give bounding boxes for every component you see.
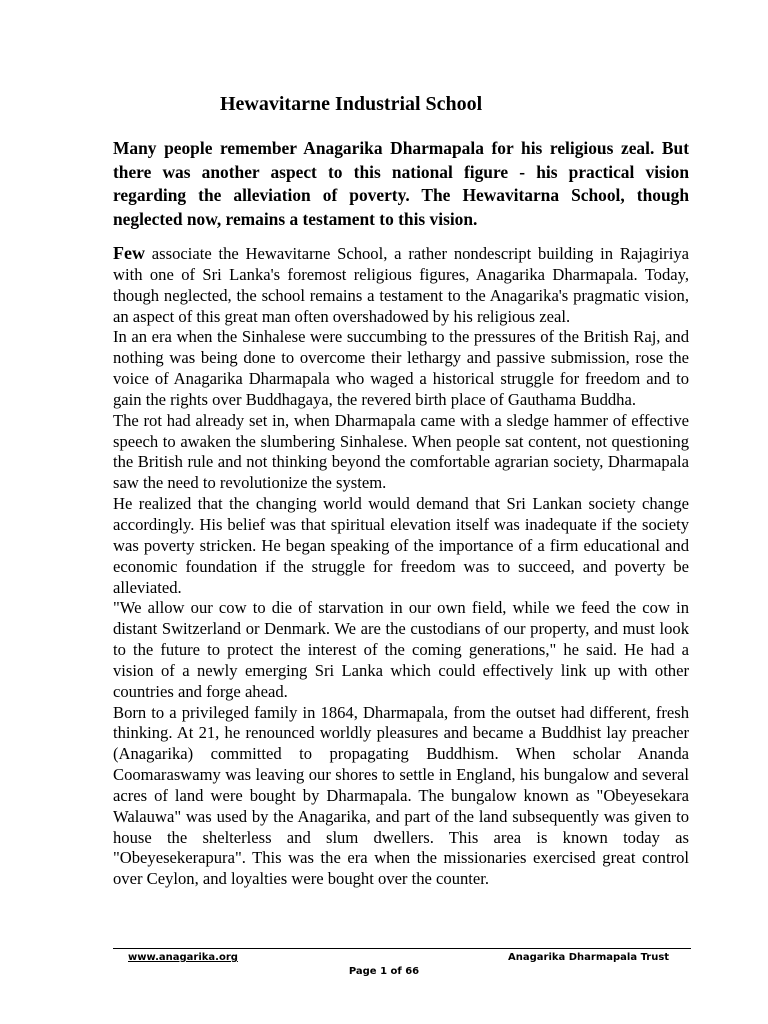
abstract-paragraph: Many people remember Anagarika Dharmapala for his religious zeal. But there was another aspect to this national figure - his practical vision regarding the alleviation of poverty. The Hewavitarna School, though neglected now, remains a testament to this vision.: [113, 138, 689, 229]
body-paragraph-3: The rot had already set in, when Dharmapala came with a sledge hammer of effective speech to awaken the slumbering Sinhalese. When people sat content, not questioning the British rule and not thinking beyond the comfortable agrarian society, Dharmapala saw the need to revolutionize the system.: [113, 410, 689, 493]
body-paragraph-1: [113, 243, 689, 327]
footer-organization: Anagarika Dharmapala Trust: [508, 952, 670, 963]
page-number: Page 1 of 66: [348, 966, 420, 977]
body-paragraph-1-text: associate the Hewavitarne School, a rather nondescript building in Rajagiriya with one of Sri Lanka's foremost religious figures, Anagarika Dharmapala. Today, though neglected, the school remains a testament to the Anagarika's pragmatic vision, an aspect of this great man often overshadowed by his religious zeal.: [113, 244, 689, 326]
body-paragraph-5: "We allow our cow to die of starvation in our own field, while we feed the cow in distant Switzerland or Denmark. We are the custodians of our property, and must look to the future to protect the interest of the coming generations," he said. He had a vision of a newly emerging Sri Lanka which could effectively link up with other countries and forge ahead.: [113, 598, 689, 701]
footer-divider: [113, 948, 691, 949]
body-paragraph-4: He realized that the changing world would demand that Sri Lankan society change accordingly. His belief was that spiritual elevation itself was inadequate if the society was poverty stricken. He began speaking of the importance of a firm educational and economic foundation if the struggle for freedom was to succeed, and poverty be alleviated.: [113, 494, 689, 597]
document-title: Hewavitarne Industrial School: [220, 93, 483, 115]
lead-word: Few: [113, 243, 145, 263]
body-paragraph-2: In an era when the Sinhalese were succumbing to the pressures of the British Raj, and nothing was being done to overcome their lethargy and passive submission, rose the voice of Anagarika Dharmapala who waged a historical struggle for freedom and to gain the rights over Buddhagaya, the revered birth place of Gauthama Buddha.: [113, 327, 689, 409]
footer-website-link[interactable]: www.anagarika.org: [128, 952, 238, 963]
article-body: [113, 243, 689, 890]
body-paragraph-6: Born to a privileged family in 1864, Dharmapala, from the outset had different, fresh thinking. At 21, he renounced worldly pleasures and became a Buddhist lay preacher (Anagarika) committed to propagating Buddhism. When scholar Ananda Coomaraswamy was leaving our shores to settle in England, his bungalow and several acres of land were bought by Dharmapala. The bungalow known as "Obeyesekara Walauwa" was used by the Anagarika, and part of the land subsequently was given to house the shelterless and slum dwellers. This area is known today as "Obeyesekerapura". This was the era when the missionaries exercised great control over Ceylon, and loyalties were bought over the counter.: [113, 702, 689, 889]
